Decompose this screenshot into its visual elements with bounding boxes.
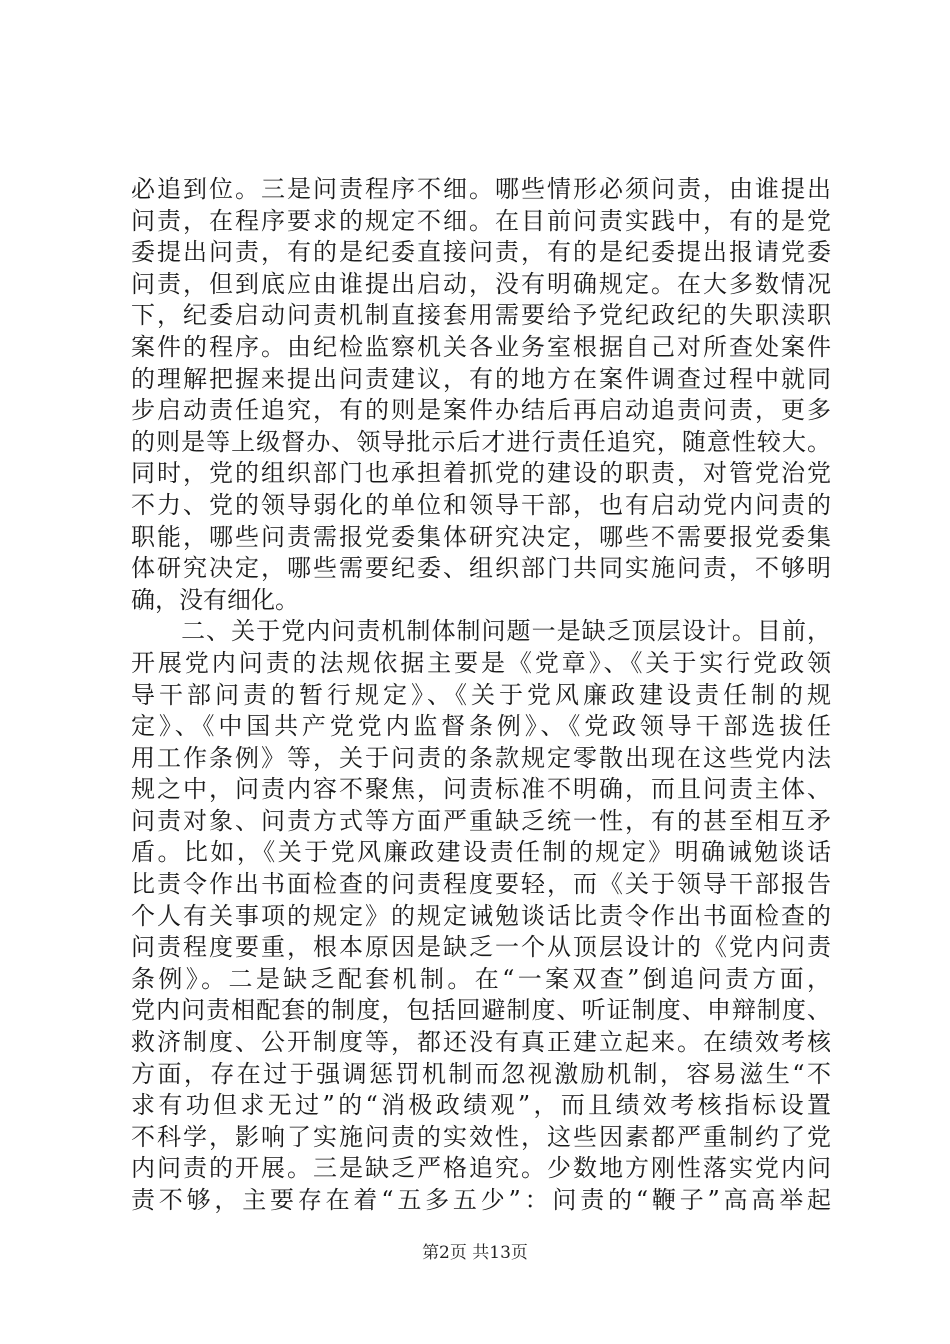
text-line: 同时，党的组织部门也承担着抓党的建设的职责，对管党治党	[131, 459, 831, 488]
text-line: 盾。比如，《关于党风廉政建设责任制的规定》明确诫勉谈话	[131, 838, 831, 867]
text-line: 条例》。二是缺乏配套机制。在“一案双查”倒追问责方面，	[131, 964, 831, 993]
text-line: 二、关于党内问责机制体制问题一是缺乏顶层设计。目前，	[131, 617, 831, 646]
text-line: 方面，存在过于强调惩罚机制而忽视激励机制，容易滋生“不	[131, 1059, 831, 1088]
text-line: 确，没有细化。	[131, 585, 299, 614]
text-line: 体研究决定，哪些需要纪委、组织部门共同实施问责，不够明	[131, 554, 831, 583]
text-line: 问责对象、问责方式等方面严重缺乏统一性，有的甚至相互矛	[131, 806, 831, 835]
page-footer: 第2页 共13页	[422, 1243, 528, 1263]
text-line: 个人有关事项的规定》的规定诫勉谈话比责令作出书面检查的	[131, 901, 831, 930]
text-line: 用工作条例》等，关于问责的条款规定零散出现在这些党内法	[131, 743, 831, 772]
text-line: 必追到位。三是问责程序不细。哪些情形必须问责，由谁提出	[131, 175, 831, 203]
text-line: 规之中，问责内容不聚焦，问责标准不明确，而且问责主体、	[131, 775, 831, 804]
text-line: 求有功但求无过”的“消极政绩观”，而且绩效考核指标设置	[131, 1091, 831, 1120]
text-line: 党内问责相配套的制度，包括回避制度、听证制度、申辩制度、	[131, 996, 831, 1025]
text-line: 不科学，影响了实施问责的实效性，这些因素都严重制约了党	[131, 1122, 831, 1151]
text-line: 的则是等上级督办、领导批示后才进行责任追究，随意性较大。	[131, 427, 831, 456]
text-line: 职能，哪些问责需报党委集体研究决定，哪些不需要报党委集	[131, 522, 831, 551]
body-text	[131, 174, 831, 1217]
text-line: 不力、党的领导弱化的单位和领导干部，也有启动党内问责的	[131, 490, 831, 519]
text-line: 内问责的开展。三是缺乏严格追究。少数地方刚性落实党内问	[131, 1154, 831, 1183]
text-line: 的理解把握来提出问责建议，有的地方在案件调查过程中就同	[131, 364, 831, 393]
text-line: 问责程度要重，根本原因是缺乏一个从顶层设计的《党内问责	[131, 933, 831, 962]
text-line: 步启动责任追究，有的则是案件办结后再启动追责问责，更多	[131, 396, 831, 425]
text-line: 开展党内问责的法规依据主要是《党章》、《关于实行党政领	[131, 648, 831, 677]
text-line: 案件的程序。由纪检监察机关各业务室根据自己对所查处案件	[131, 332, 831, 361]
text-line: 比责令作出书面检查的问责程度要轻，而《关于领导干部报告	[131, 870, 831, 899]
text-line: 问责，但到底应由谁提出启动，没有明确规定。在大多数情况	[131, 269, 831, 298]
text-line: 救济制度、公开制度等，都还没有真正建立起来。在绩效考核	[131, 1028, 831, 1057]
text-line: 责不够，主要存在着“五多五少”：问责的“鞭子”高高举起	[131, 1186, 831, 1214]
text-line: 定》、《中国共产党党内监督条例》、《党政领导干部选拔任	[131, 712, 831, 741]
text-line: 导干部问责的暂行规定》、《关于党风廉政建设责任制的规	[131, 680, 831, 709]
text-line: 委提出问责，有的是纪委直接问责，有的是纪委提出报请党委	[131, 238, 831, 267]
text-line: 问责，在程序要求的规定不细。在目前问责实践中，有的是党	[131, 206, 831, 235]
text-line: 下，纪委启动问责机制直接套用需要给予党纪政纪的失职渎职	[131, 301, 831, 330]
